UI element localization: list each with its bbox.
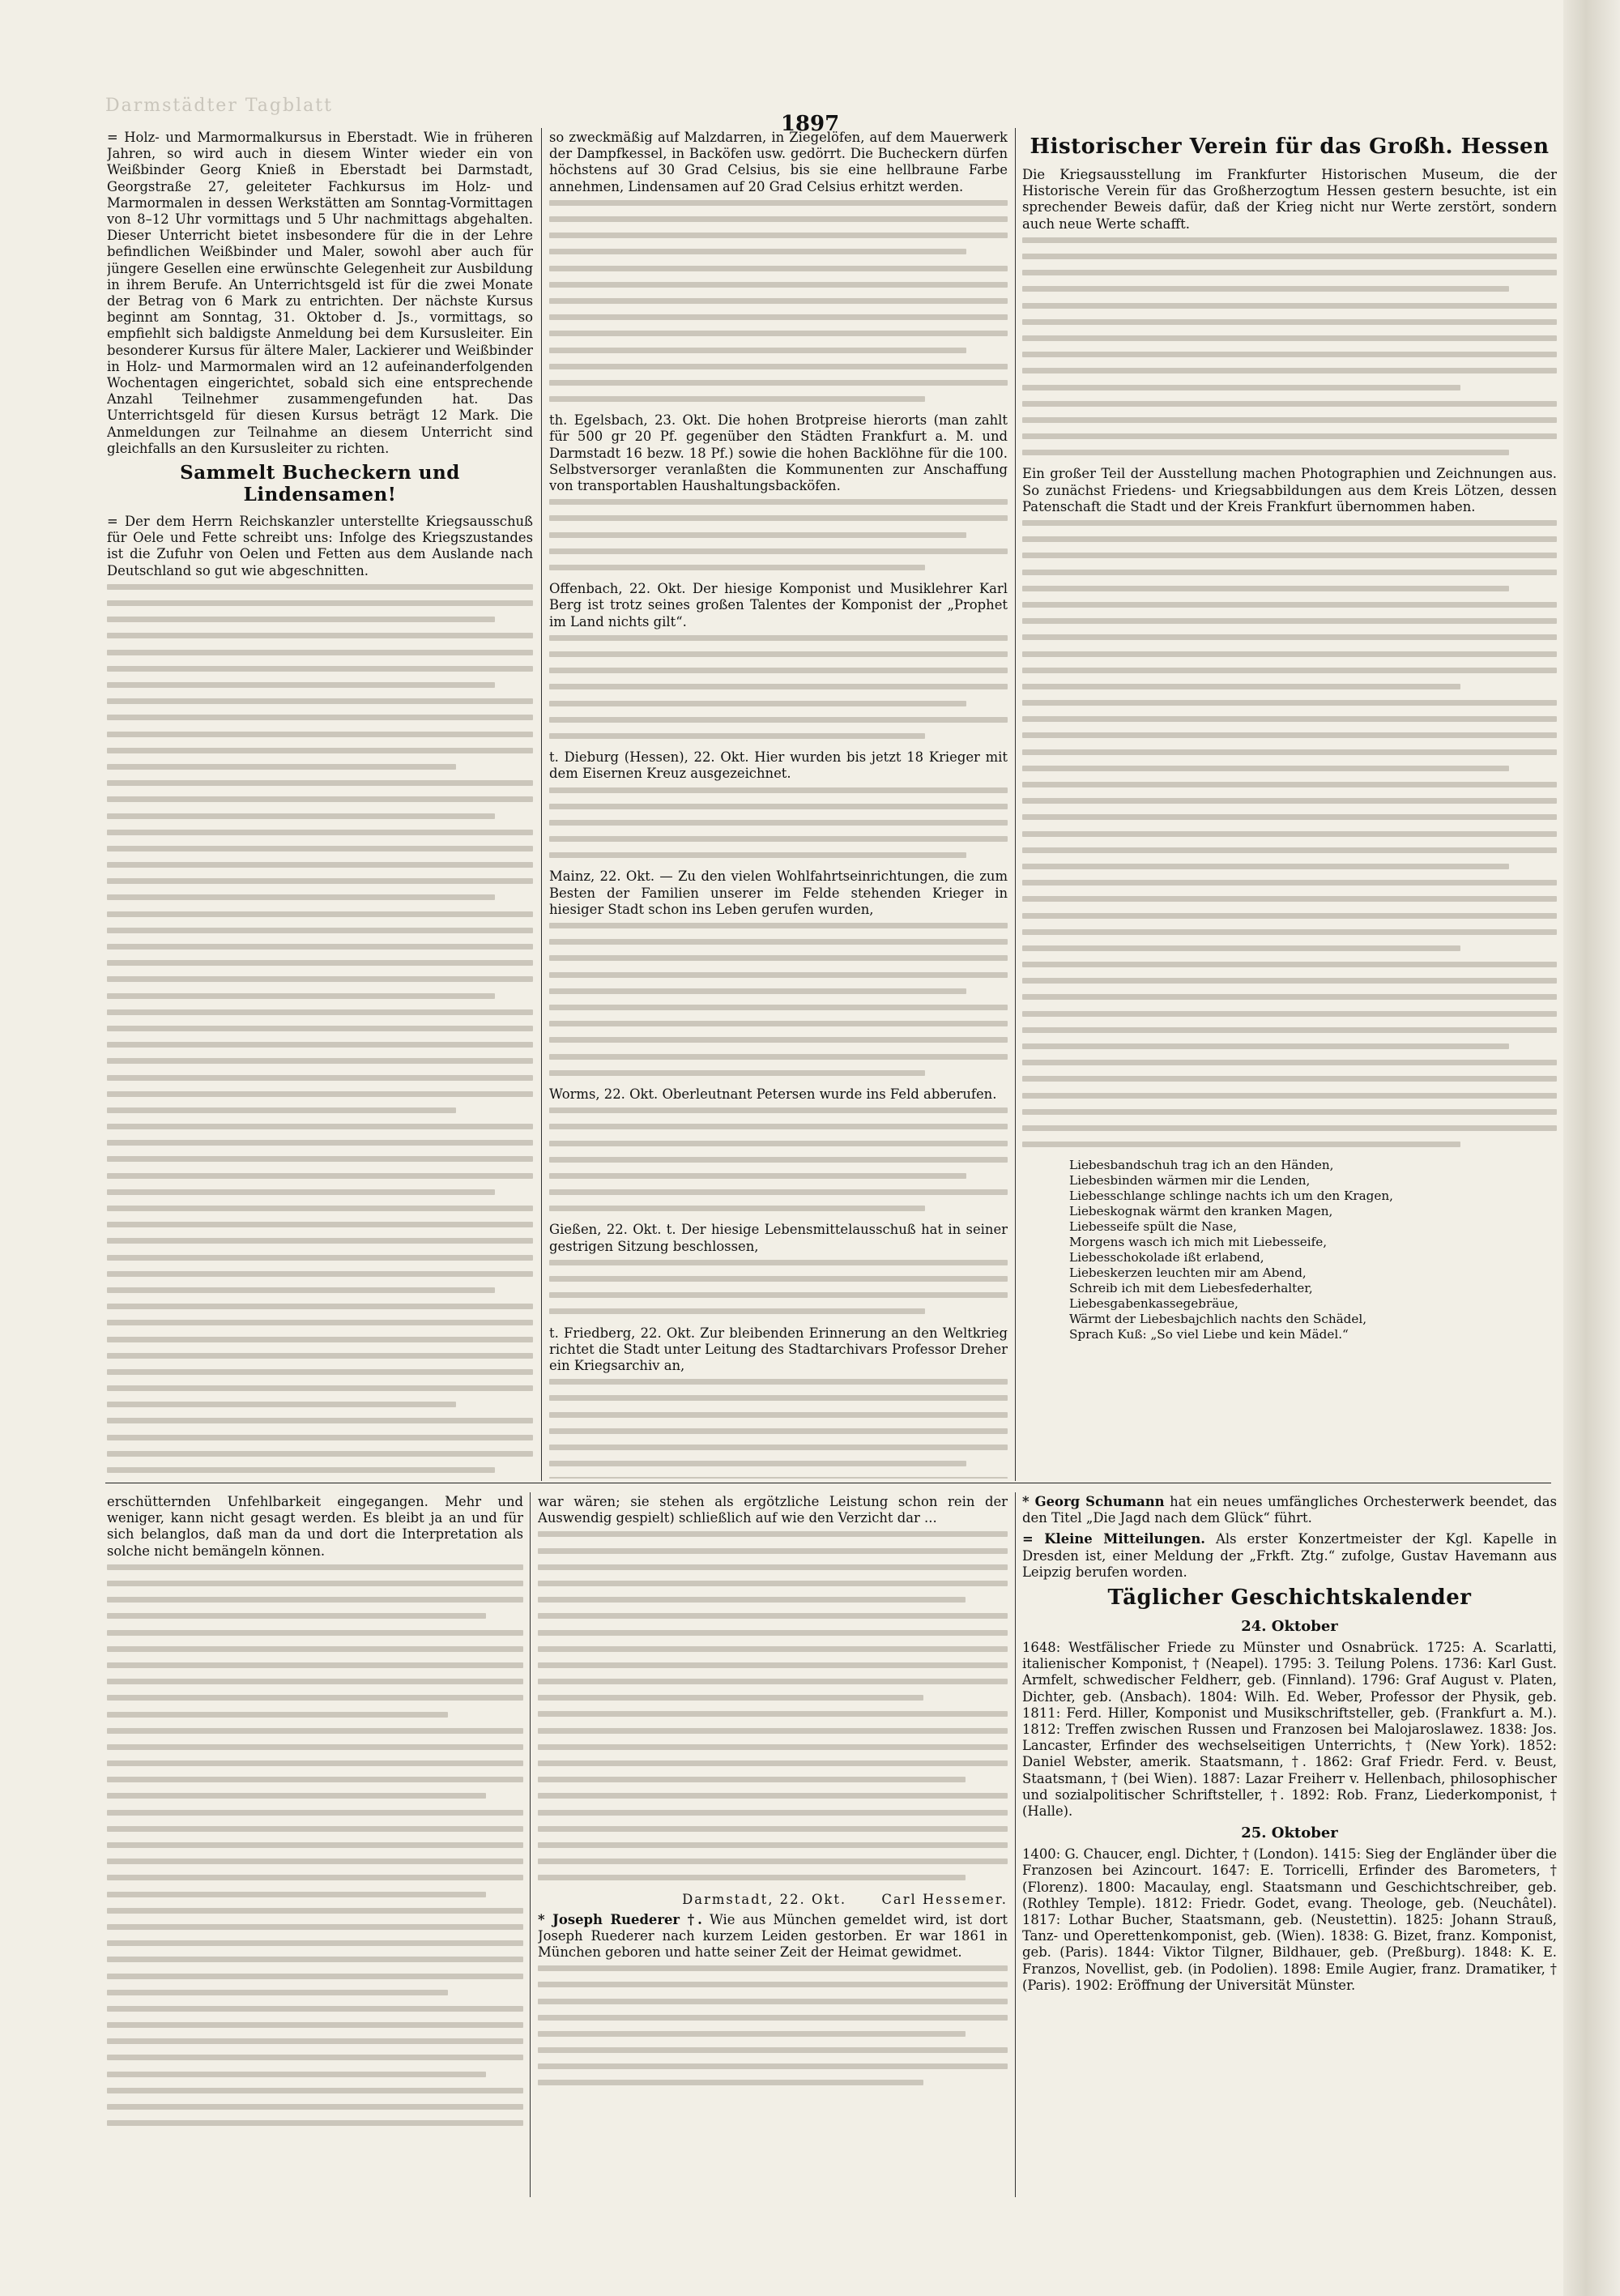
schumann-text: hat ein neues umfängliches Orchesterwerk beendet, das den Titel „Die Jagd nach dem Glück“ führt.: [1022, 1494, 1557, 1526]
calendar-entries-25: 1400: G. Chaucer, engl. Dichter, † (London). 1415: Sieg der Engländer über die Franzosen bei Azincourt. 1647: E. Torricelli, Erfinder des Barometers, † (Florenz). 1800: Macaulay, engl. Staatsmann und Geschichtschreiber, geb. (Rothley Temple). 1812: Friedr. Godet, evang. Theologe, geb. (Neuchâtel). 1817: Lothar Bucher, Staatsmann, geb. (Neustettin). 1825: Johann Strauß, Tanz- und Operettenkomponist, geb. (Wien). 1838: G. Bizet, franz. Komponist, geb. (Paris). 1844: Viktor Tilgner, Bildhauer, geb. (Preßburg). 1848: K. E. Franzos, Novellist, geb. (in Podolien). 1898: Emile Augier, franz. Dramatiker, † (Paris). 1902: Eröffnung der Universität Münster.: [1022, 1846, 1557, 1993]
kleine-mitteilungen: [1022, 1531, 1557, 1581]
poem-line: Schreib ich mit dem Liebesfederhalter,: [1069, 1281, 1313, 1296]
verein-heading: Historischer Verein für das Großh. Hessen: [1030, 134, 1550, 159]
page-header-ghost: Darmstädter Tagblatt: [105, 96, 333, 116]
binding-edge: [1563, 0, 1620, 2296]
news-egelsbach: th. Egelsbach, 23. Okt. Die hohen Brotpreise hierorts (man zahlt für 500 gr 20 Pf. gegenüber den Städten Frankfurt a. M. und Darmstadt 16 bezw. 18 Pf.) sowie die hohen Backlöhne für die 100. Selbstversorger veranlaßten die Kommunenten zur Anschaffung von transportablen Haushaltungsbacköfen.: [549, 412, 1008, 494]
column-1: [107, 130, 533, 1479]
text-block: [1022, 237, 1557, 455]
column-rule: [541, 128, 542, 1481]
poem-line: Liebeskognak wärmt den kranken Magen,: [1069, 1204, 1333, 1219]
text-block: [107, 584, 533, 1473]
bucheckern-heading: Sammelt Bucheckern und Lindensamen!: [180, 462, 460, 506]
text-block: [1022, 520, 1557, 1147]
column-2: [549, 130, 1008, 1479]
news-offenbach: Offenbach, 22. Okt. Der hiesige Komponist und Musiklehrer Karl Berg ist trotz seines großen Talentes der Komponist der „Prophet im Land nichts gilt“.: [549, 581, 1008, 629]
column-rule: [530, 1492, 531, 2197]
column-rule: [1015, 1492, 1016, 2197]
feuilleton-middle: [538, 1494, 1008, 2199]
feuilleton-right: [1022, 1494, 1557, 2199]
poem-line: Morgens wasch ich mich mit Liebesseife,: [1069, 1235, 1328, 1250]
calendar-heading: Täglicher Geschichtskalender: [1107, 1585, 1472, 1611]
bucheckern-article-start: = Der dem Herrn Reichskanzler unterstellte Kriegsausschuß für Oele und Fette schreibt uns: Infolge des Kriegszustandes ist die Zufuhr von Oelen und Fetten aus dem Auslande nach Deutschland so gut wie abgeschnitten.: [107, 514, 533, 578]
poem-line: Sprach Kuß: „So viel Liebe und kein Mädel.“: [1069, 1327, 1349, 1342]
poem-line: Liebeskerzen leuchten mir am Abend,: [1069, 1265, 1307, 1281]
poem-line: Liebesseife spült die Nase,: [1069, 1219, 1237, 1235]
concert-review-continuation: war wären; sie stehen als ergötzliche Leistung schon rein der Auswendig gespielt) schließlich auf wie den Verzicht dar ...: [538, 1494, 1008, 1526]
verein-middle: Ein großer Teil der Ausstellung machen Photographien und Zeichnungen aus. So zunächst Friedens- und Kriegsabbildungen aus dem Kreis Lötzen, dessen Patenschaft die Stadt und der Kreis Frankfurt übernommen haben.: [1022, 466, 1557, 514]
news-giessen: Gießen, 22. Okt. t. Der hiesige Lebensmittelausschuß hat in seiner gestrigen Sitzung beschlossen,: [549, 1222, 1008, 1254]
poem-line: Liebesgabenkassegebräue,: [1069, 1296, 1238, 1312]
news-mainz: Mainz, 22. Okt. — Zu den vielen Wohlfahrtseinrichtungen, die zum Besten der Familien unserer im Felde stehenden Krieger in hiesiger Stadt schon ins Leben gerufen wurden,: [549, 868, 1008, 917]
mitteilungen-text: Als erster Konzertmeister der Kgl. Kapelle in Dresden ist, einer Meldung der „Frkft. Ztg.“ zufolge, Gustav Havemann aus Leipzig berufen worden.: [1022, 1531, 1557, 1580]
calendar-date-25: 25. Oktober: [1241, 1824, 1338, 1842]
column-3: [1022, 130, 1557, 1479]
poem-line: Liebesschlange schlinge nachts ich um den Kragen,: [1069, 1189, 1393, 1204]
mitteilungen-lead: = Kleine Mitteilungen.: [1022, 1531, 1205, 1547]
column-rule: [1015, 128, 1016, 1481]
text-block: [107, 1564, 523, 2126]
calendar-entries-24: 1648: Westfälischer Friede zu Münster und Osnabrück. 1725: A. Scarlatti, italienischer Komponist, † (Neapel). 1795: 3. Teilung Polens. 1736: Karl Gust. Armfelt, schwedischer Feldherr, geb. (Finnland). 1796: Graf August v. Platen, Dichter, geb. (Ansbach). 1804: Wilh. Ed. Weber, Professor der Physik, geb. 1811: Ferd. Hiller, Komponist und Musikschriftsteller, geb. (Frankfurt a. M.). 1812: Treffen zwischen Russen und Franzosen bei Malojaroslawez. 1838: Jos. Lancaster, Erfinder des wechselseitigen Unterrichts, † (New York). 1852: Daniel Webster, amerik. Staatsmann, †. 1862: Graf Friedr. Ferd. v. Beust, Staatsmann, † (bei Wien). 1887: Lazar Freiherr v. Hellenbach, philosophischer und sozialpolitischer Schriftsteller, †. 1892: Rob. Franz, Liederkomponist, † (Halle).: [1022, 1640, 1557, 1820]
text-block: [538, 1531, 1008, 1880]
news-friedberg: t. Friedberg, 22. Okt. Zur bleibenden Erinnerung an den Weltkrieg richtet die Stadt unter Leitung des Stadtarchivars Professor Dreher ein Kriegsarchiv an,: [549, 1325, 1008, 1374]
schumann-notice: [1022, 1494, 1557, 1526]
obituary-ruederer: [538, 1912, 1008, 1961]
bucheckern-continuation: so zweckmäßig auf Malzdarren, in Ziegelöfen, auf dem Mauerwerk der Dampfkessel, in Backöfen usw. gedörrt. Die Bucheckern dürfen höchstens auf 30 Grad Celsius, bis sie eine hellbraune Farbe annehmen, Lindensamen auf 20 Grad Celsius erhitzt werden.: [549, 130, 1008, 194]
concert-review-start: erschütternden Unfehlbarkeit eingegangen. Mehr und weniger, kann nicht gesagt werden. Es bleibt ja an und für sich belanglos, daß man da und dort die Interpretation als solche nicht bemängeln können.: [107, 1494, 523, 1559]
poem-line: Liebesschokolade ißt erlabend,: [1069, 1250, 1264, 1265]
poem-line: Liebesbinden wärmen mir die Lenden,: [1069, 1173, 1311, 1189]
obituary-text: Wie aus München gemeldet wird, ist dort Joseph Ruederer nach kurzem Leiden gestorben. Er war 1861 in München geboren und hatte seiner Zeit der Heimat gewidmet.: [538, 1911, 1008, 1960]
schumann-lead: * Georg Schumann: [1022, 1494, 1165, 1509]
news-dieburg: t. Dieburg (Hessen), 22. Okt. Hier wurden bis jetzt 18 Krieger mit dem Eisernen Kreuz ausgezeichnet.: [549, 749, 1008, 782]
obituary-lead: * Joseph Ruederer †.: [538, 1911, 702, 1927]
news-worms: Worms, 22. Okt. Oberleutnant Petersen wurde ins Feld abberufen.: [549, 1086, 997, 1102]
text-block: [538, 1965, 1008, 2085]
page-number: 1897: [780, 112, 840, 136]
feuilleton-left: [107, 1494, 523, 2199]
verein-opening: Die Kriegsausstellung im Frankfurter Historischen Museum, die der Historische Verein für das Großherzogtum Hessen gestern besuchte, ist ein sprechender Beweis dafür, daß der Krieg nicht nur Werte zerstört, sondern auch neue Werte schafft.: [1022, 167, 1557, 232]
text-block: [549, 200, 1008, 402]
poem-line: Wärmt der Liebesbajchlich nachts den Schädel,: [1069, 1312, 1367, 1327]
signature-place: Darmstadt, 22. Okt.: [682, 1891, 847, 1907]
signature-name: Carl Hessemer.: [881, 1891, 1008, 1907]
calendar-date-24: 24. Oktober: [1241, 1618, 1338, 1636]
soldier-poem: [1022, 1158, 1557, 1342]
kursus-notice: = Holz- und Marmormalkursus in Eberstadt. Wie in früheren Jahren, so wird auch in diesem Winter wieder ein von Weißbinder Georg Knieß in Eberstadt bei Darmstadt, Georgstraße 27, geleiteter Fachkursus im Holz- und Marmormalen in dessen Werkstätten am Sonntag-Vormittagen von 8–12 Uhr vormittags und 5 Uhr nachmittags abgehalten. Dieser Unterricht bietet insbesondere für die in der Lehre befindlichen Weißbinder und Maler, sowohl aber auch für jüngere Gesellen eine erwünschte Gelegenheit zur Ausbildung in ihrem Berufe. An Unterrichtsgeld ist für die zwei Monate der Betrag von 6 Mark zu entrichten. Der nächste Kursus beginnt am Sonntag, 31. Oktober d. Js., vormittags, so empfiehlt sich baldigste Anmeldung bei dem Kursusleiter. Ein besonderer Kursus für ältere Maler, Lackierer und Weißbinder in Holz- und Marmormalen wird an 12 aufeinanderfolgenden Wochentagen eingerichtet, sobald sich eine entsprechende Anzahl Teilnehmer zusammengefunden hat. Das Unterrichtsgeld für diesen Kursus beträgt 12 Mark. Die Anmeldungen zur Teilnahme an diesem Unterricht sind gleichfalls an den Kursusleiter zu richten.: [107, 130, 533, 456]
poem-line: Liebesbandschuh trag ich an den Händen,: [1069, 1158, 1334, 1173]
review-signature: [538, 1892, 1008, 1907]
